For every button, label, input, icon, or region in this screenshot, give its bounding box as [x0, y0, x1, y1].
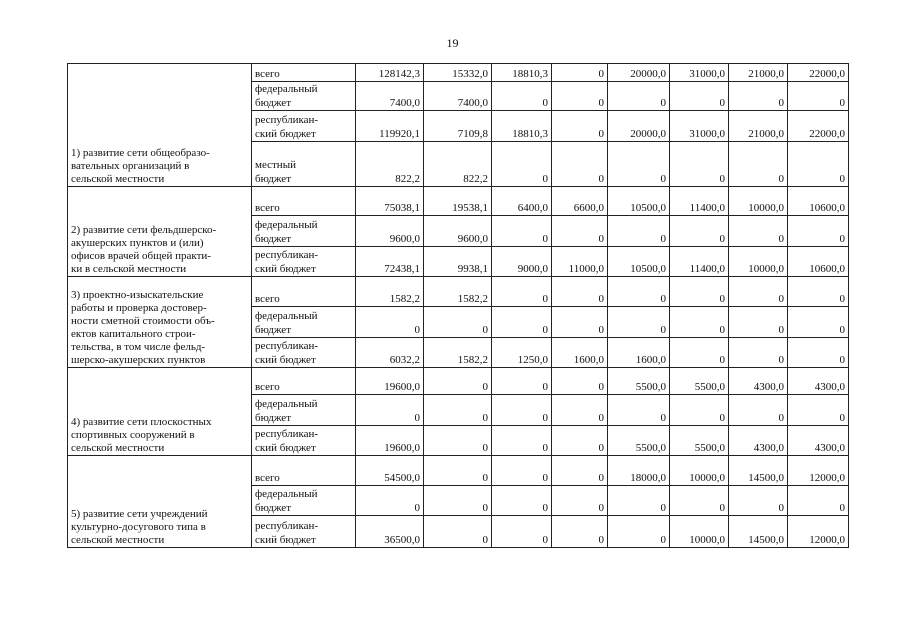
amount-cell: 0 [492, 395, 552, 426]
amount-cell: 14500,0 [729, 516, 788, 548]
amount-cell: 0 [492, 516, 552, 548]
amount-cell: 36500,0 [356, 516, 424, 548]
amount-cell: 0 [670, 216, 729, 247]
amount-cell: 0 [424, 368, 492, 395]
amount-cell: 19538,1 [424, 187, 492, 216]
amount-cell: 10000,0 [729, 187, 788, 216]
funding-source: всего [252, 64, 356, 82]
amount-cell: 14500,0 [729, 456, 788, 486]
amount-cell: 0 [729, 216, 788, 247]
funding-source: республикан- ский бюджет [252, 247, 356, 277]
funding-source: всего [252, 456, 356, 486]
amount-cell: 0 [552, 307, 608, 338]
amount-cell: 4300,0 [729, 426, 788, 456]
amount-cell: 18810,3 [492, 64, 552, 82]
amount-cell: 0 [670, 307, 729, 338]
amount-cell: 0 [788, 307, 849, 338]
amount-cell: 0 [608, 395, 670, 426]
amount-cell: 5500,0 [608, 426, 670, 456]
funding-source: всего [252, 368, 356, 395]
amount-cell: 0 [788, 142, 849, 187]
amount-cell: 0 [552, 142, 608, 187]
amount-cell: 10500,0 [608, 187, 670, 216]
amount-cell: 0 [492, 216, 552, 247]
amount-cell: 0 [356, 307, 424, 338]
amount-cell: 1582,2 [424, 338, 492, 368]
amount-cell: 12000,0 [788, 456, 849, 486]
amount-cell: 10600,0 [788, 187, 849, 216]
amount-cell: 6400,0 [492, 187, 552, 216]
amount-cell: 0 [608, 486, 670, 516]
amount-cell: 0 [608, 277, 670, 307]
table-row [68, 187, 849, 216]
amount-cell: 0 [552, 516, 608, 548]
amount-cell: 0 [492, 307, 552, 338]
amount-cell: 22000,0 [788, 111, 849, 142]
table-row [68, 277, 849, 307]
table-row [68, 456, 849, 486]
funding-source: всего [252, 187, 356, 216]
amount-cell: 0 [608, 82, 670, 111]
funding-source: республикан- ский бюджет [252, 111, 356, 142]
amount-cell: 11400,0 [670, 247, 729, 277]
amount-cell: 0 [729, 142, 788, 187]
page-number: 19 [446, 36, 459, 50]
funding-source: федеральный бюджет [252, 486, 356, 516]
amount-cell: 0 [788, 82, 849, 111]
amount-cell: 0 [424, 395, 492, 426]
amount-cell: 0 [670, 338, 729, 368]
amount-cell: 9000,0 [492, 247, 552, 277]
amount-cell: 0 [670, 142, 729, 187]
amount-cell: 9938,1 [424, 247, 492, 277]
amount-cell: 5500,0 [608, 368, 670, 395]
amount-cell: 72438,1 [356, 247, 424, 277]
amount-cell: 0 [552, 64, 608, 82]
amount-cell: 0 [788, 216, 849, 247]
amount-cell: 7400,0 [424, 82, 492, 111]
amount-cell: 1250,0 [492, 338, 552, 368]
amount-cell: 18000,0 [608, 456, 670, 486]
amount-cell: 6600,0 [552, 187, 608, 216]
amount-cell: 0 [670, 277, 729, 307]
amount-cell: 10000,0 [670, 516, 729, 548]
amount-cell: 15332,0 [424, 64, 492, 82]
amount-cell: 0 [729, 486, 788, 516]
amount-cell: 0 [492, 426, 552, 456]
amount-cell: 0 [492, 486, 552, 516]
amount-cell: 1600,0 [608, 338, 670, 368]
amount-cell: 4300,0 [788, 426, 849, 456]
amount-cell: 0 [424, 426, 492, 456]
measure-description: 5) развитие сети учреждений культурно-досугового типа в сельской местности [68, 456, 252, 548]
amount-cell: 20000,0 [608, 111, 670, 142]
funding-source: местный бюджет [252, 142, 356, 187]
amount-cell: 0 [552, 111, 608, 142]
amount-cell: 0 [788, 338, 849, 368]
amount-cell: 6032,2 [356, 338, 424, 368]
amount-cell: 7109,8 [424, 111, 492, 142]
amount-cell: 0 [729, 338, 788, 368]
funding-source: республикан- ский бюджет [252, 426, 356, 456]
amount-cell: 0 [670, 395, 729, 426]
amount-cell: 0 [788, 277, 849, 307]
amount-cell: 0 [788, 395, 849, 426]
amount-cell: 0 [608, 307, 670, 338]
amount-cell: 4300,0 [729, 368, 788, 395]
amount-cell: 19600,0 [356, 368, 424, 395]
amount-cell: 31000,0 [670, 111, 729, 142]
amount-cell: 0 [608, 216, 670, 247]
amount-cell: 9600,0 [356, 216, 424, 247]
amount-cell: 31000,0 [670, 64, 729, 82]
amount-cell: 0 [492, 277, 552, 307]
amount-cell: 0 [424, 486, 492, 516]
amount-cell: 0 [552, 456, 608, 486]
amount-cell: 0 [608, 516, 670, 548]
funding-source: федеральный бюджет [252, 82, 356, 111]
table-row [68, 64, 849, 82]
amount-cell: 7400,0 [356, 82, 424, 111]
amount-cell: 0 [729, 82, 788, 111]
amount-cell: 12000,0 [788, 516, 849, 548]
funding-source: федеральный бюджет [252, 216, 356, 247]
amount-cell: 5500,0 [670, 368, 729, 395]
amount-cell: 0 [492, 82, 552, 111]
amount-cell: 18810,3 [492, 111, 552, 142]
amount-cell: 22000,0 [788, 64, 849, 82]
amount-cell: 10000,0 [729, 247, 788, 277]
amount-cell: 11400,0 [670, 187, 729, 216]
amount-cell: 75038,1 [356, 187, 424, 216]
amount-cell: 0 [424, 516, 492, 548]
amount-cell: 11000,0 [552, 247, 608, 277]
funding-source: всего [252, 277, 356, 307]
amount-cell: 0 [356, 486, 424, 516]
amount-cell: 0 [424, 307, 492, 338]
amount-cell: 9600,0 [424, 216, 492, 247]
amount-cell: 822,2 [424, 142, 492, 187]
budget-table [67, 63, 849, 548]
amount-cell: 0 [788, 486, 849, 516]
amount-cell: 19600,0 [356, 426, 424, 456]
measure-description: 1) развитие сети общеобразо- вательных организаций в сельской местности [68, 64, 252, 187]
amount-cell: 0 [729, 307, 788, 338]
amount-cell: 0 [552, 368, 608, 395]
amount-cell: 54500,0 [356, 456, 424, 486]
amount-cell: 10500,0 [608, 247, 670, 277]
amount-cell: 0 [552, 277, 608, 307]
amount-cell: 822,2 [356, 142, 424, 187]
amount-cell: 1582,2 [424, 277, 492, 307]
amount-cell: 1600,0 [552, 338, 608, 368]
measure-description: 2) развитие сети фельдшерско- акушерских пунктов и (или) офисов врачей общей практи- ки в сельской местности [68, 187, 252, 277]
funding-source: федеральный бюджет [252, 395, 356, 426]
amount-cell: 10000,0 [670, 456, 729, 486]
amount-cell: 0 [552, 395, 608, 426]
amount-cell: 4300,0 [788, 368, 849, 395]
amount-cell: 0 [492, 368, 552, 395]
funding-source: республикан- ский бюджет [252, 338, 356, 368]
amount-cell: 0 [729, 395, 788, 426]
amount-cell: 0 [356, 395, 424, 426]
amount-cell: 1582,2 [356, 277, 424, 307]
amount-cell: 20000,0 [608, 64, 670, 82]
amount-cell: 0 [552, 216, 608, 247]
amount-cell: 0 [552, 82, 608, 111]
measure-description: 3) проектно-изыскательские работы и проверка достовер- ности сметной стоимости объ- ектов капитального строи- тельства, в том числе фельд- шерско-акушерских пунктов [68, 277, 252, 368]
amount-cell: 0 [552, 486, 608, 516]
amount-cell: 0 [670, 82, 729, 111]
amount-cell: 119920,1 [356, 111, 424, 142]
amount-cell: 21000,0 [729, 111, 788, 142]
measure-description: 4) развитие сети плоскостных спортивных сооружений в сельской местности [68, 368, 252, 456]
amount-cell: 0 [670, 486, 729, 516]
amount-cell: 21000,0 [729, 64, 788, 82]
amount-cell: 5500,0 [670, 426, 729, 456]
amount-cell: 0 [552, 426, 608, 456]
amount-cell: 0 [608, 142, 670, 187]
amount-cell: 0 [729, 277, 788, 307]
amount-cell: 0 [492, 456, 552, 486]
funding-source: республикан- ский бюджет [252, 516, 356, 548]
funding-source: федеральный бюджет [252, 307, 356, 338]
amount-cell: 128142,3 [356, 64, 424, 82]
amount-cell: 0 [492, 142, 552, 187]
table-row [68, 368, 849, 395]
amount-cell: 10600,0 [788, 247, 849, 277]
amount-cell: 0 [424, 456, 492, 486]
